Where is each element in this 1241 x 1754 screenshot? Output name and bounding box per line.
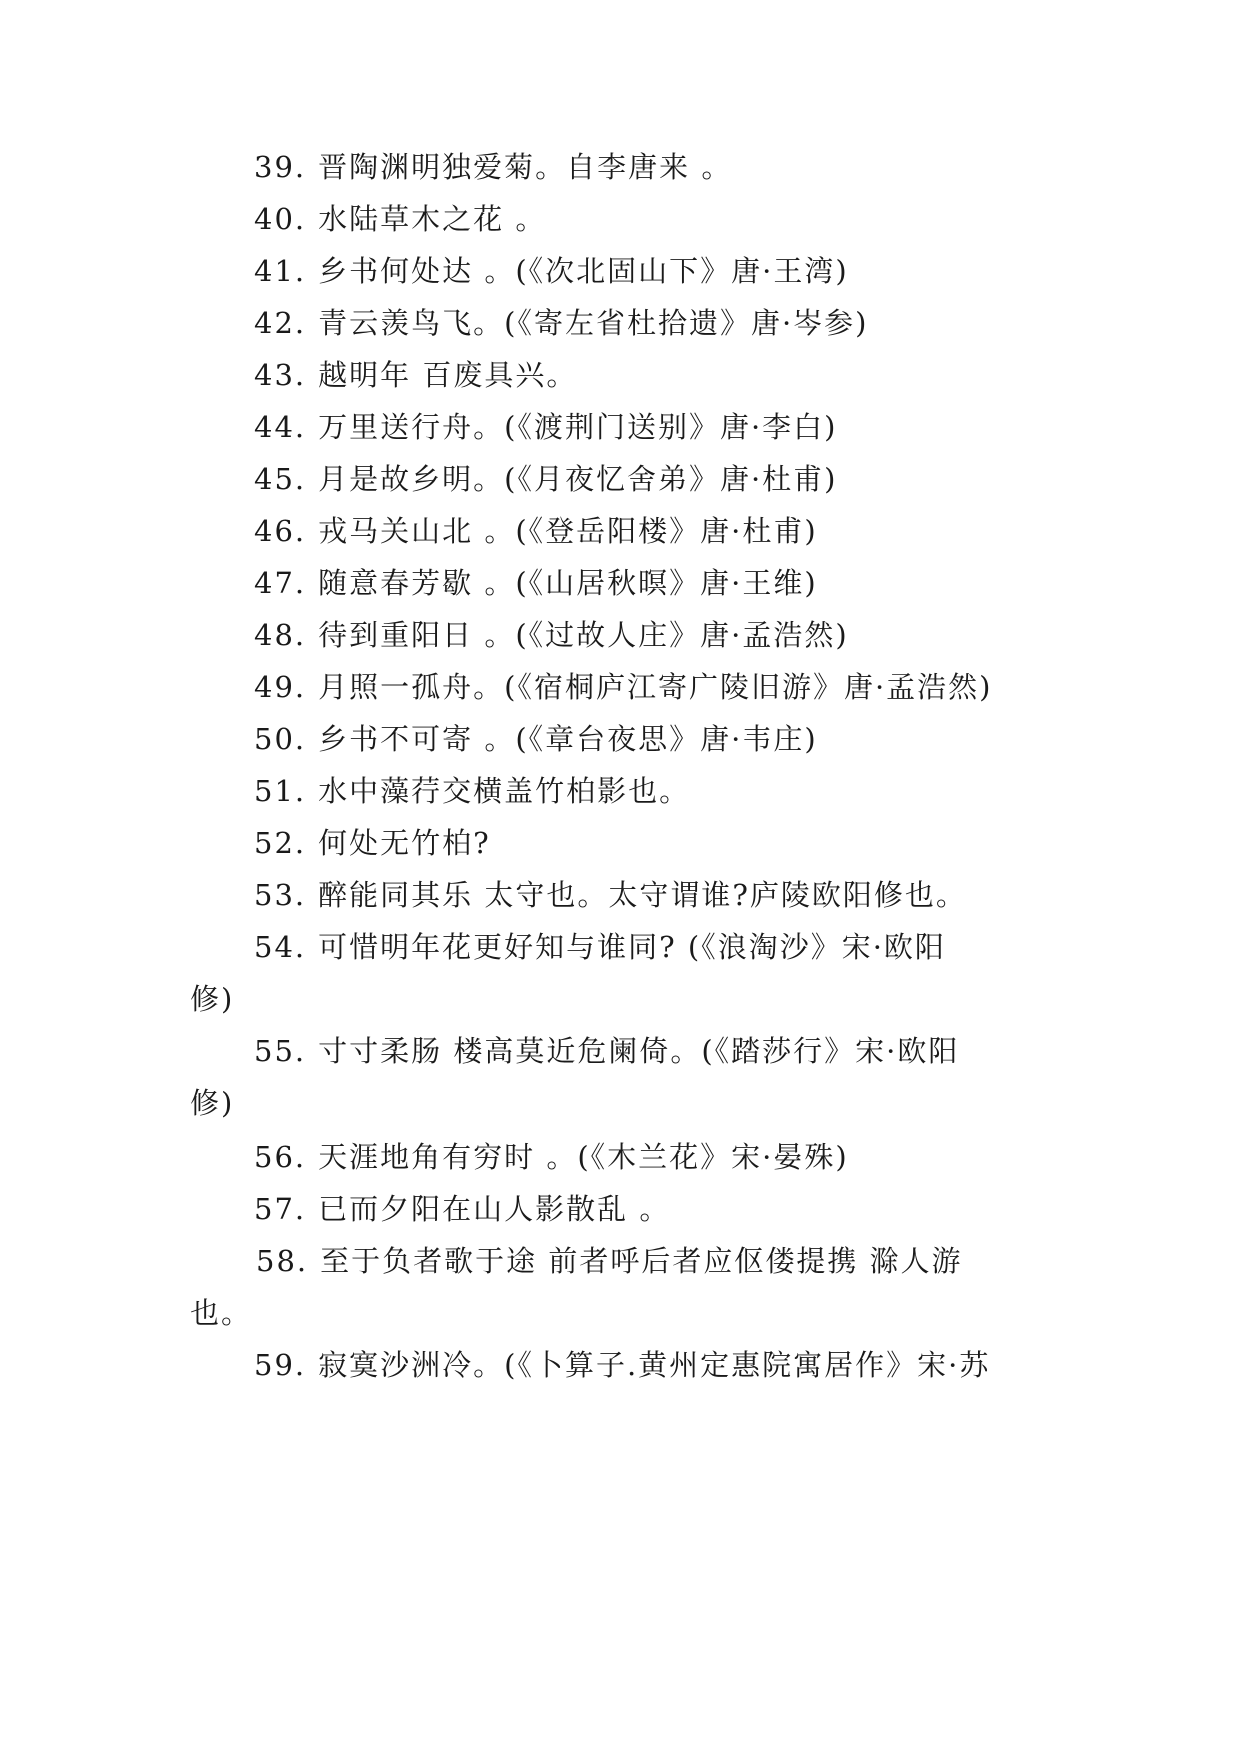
item-text: 随意春芳歇 。(《山居秋暝》唐·王维) bbox=[318, 566, 818, 600]
list-item-42 bbox=[0, 294, 1241, 352]
item-number: 58. bbox=[256, 1244, 309, 1278]
item-number: 48. bbox=[254, 618, 307, 652]
item-text: 乡书不可寄 。(《章台夜思》唐·韦庄) bbox=[318, 722, 818, 756]
list-item-54-continuation bbox=[0, 970, 1241, 1028]
list-item-50 bbox=[0, 710, 1241, 768]
item-number: 55. bbox=[254, 1034, 307, 1068]
item-number: 41. bbox=[254, 254, 307, 288]
item-text-continuation: 修) bbox=[190, 1086, 235, 1120]
item-number: 53. bbox=[254, 878, 307, 912]
item-number: 52. bbox=[254, 826, 307, 860]
item-text: 水陆草木之花 。 bbox=[318, 202, 547, 236]
list-item-55-continuation bbox=[0, 1074, 1241, 1132]
item-number: 42. bbox=[254, 306, 307, 340]
item-text: 至于负者歌于途 前者呼后者应伛偻提携 滁人游 bbox=[320, 1244, 963, 1278]
list-item-55 bbox=[0, 1022, 1241, 1080]
list-item-43 bbox=[0, 346, 1241, 404]
item-text: 晋陶渊明独爱菊。自李唐来 。 bbox=[318, 150, 733, 184]
item-number: 43. bbox=[254, 358, 307, 392]
list-item-53 bbox=[0, 866, 1241, 924]
item-number: 50. bbox=[254, 722, 307, 756]
list-item-41 bbox=[0, 242, 1241, 300]
item-text: 何处无竹柏? bbox=[318, 826, 491, 860]
list-item-52 bbox=[0, 814, 1241, 872]
item-text: 醉能同其乐 太守也。太守谓谁?庐陵欧阳修也。 bbox=[318, 878, 967, 912]
list-item-45 bbox=[0, 450, 1241, 508]
list-item-51 bbox=[0, 762, 1241, 820]
item-text: 越明年 百废具兴。 bbox=[318, 358, 578, 392]
item-number: 40. bbox=[254, 202, 307, 236]
list-item-57 bbox=[0, 1180, 1241, 1238]
item-number: 51. bbox=[254, 774, 307, 808]
item-number: 39. bbox=[254, 150, 307, 184]
item-text: 天涯地角有穷时 。(《木兰花》宋·晏殊) bbox=[318, 1140, 849, 1174]
list-item-58-continuation bbox=[0, 1284, 1241, 1342]
item-number: 47. bbox=[254, 566, 307, 600]
list-item-39 bbox=[0, 138, 1241, 196]
list-item-59 bbox=[0, 1336, 1241, 1394]
item-number: 57. bbox=[254, 1192, 307, 1226]
item-text: 寂寞沙洲冷。(《卜算子.黄州定惠院寓居作》宋·苏 bbox=[318, 1348, 991, 1382]
item-text: 已而夕阳在山人影散乱 。 bbox=[318, 1192, 671, 1226]
item-text: 水中藻荇交横盖竹柏影也。 bbox=[318, 774, 691, 808]
item-text: 月照一孤舟。(《宿桐庐江寄广陵旧游》唐·孟浩然) bbox=[318, 670, 993, 704]
item-text: 可惜明年花更好知与谁同? (《浪淘沙》宋·欧阳 bbox=[318, 930, 946, 964]
item-number: 56. bbox=[254, 1140, 307, 1174]
list-item-48 bbox=[0, 606, 1241, 664]
item-number: 46. bbox=[254, 514, 307, 548]
list-item-44 bbox=[0, 398, 1241, 456]
list-item-58 bbox=[0, 1232, 1241, 1290]
item-text: 待到重阳日 。(《过故人庄》唐·孟浩然) bbox=[318, 618, 849, 652]
item-number: 59. bbox=[254, 1348, 307, 1382]
item-text: 寸寸柔肠 楼高莫近危阑倚。(《踏莎行》宋·欧阳 bbox=[318, 1034, 960, 1068]
item-text: 月是故乡明。(《月夜忆舍弟》唐·杜甫) bbox=[318, 462, 838, 496]
list-item-49 bbox=[0, 658, 1241, 716]
list-item-47 bbox=[0, 554, 1241, 612]
item-text-continuation: 也。 bbox=[190, 1296, 253, 1330]
list-item-54 bbox=[0, 918, 1241, 976]
item-text: 戎马关山北 。(《登岳阳楼》唐·杜甫) bbox=[318, 514, 818, 548]
list-item-56 bbox=[0, 1128, 1241, 1186]
list-item-46 bbox=[0, 502, 1241, 560]
item-number: 54. bbox=[254, 930, 307, 964]
item-text: 乡书何处达 。(《次北固山下》唐·王湾) bbox=[318, 254, 849, 288]
item-number: 49. bbox=[254, 670, 307, 704]
list-item-40 bbox=[0, 190, 1241, 248]
item-number: 45. bbox=[254, 462, 307, 496]
item-number: 44. bbox=[254, 410, 307, 444]
item-text: 青云羡鸟飞。(《寄左省杜拾遗》唐·岑参) bbox=[318, 306, 869, 340]
item-text: 万里送行舟。(《渡荆门送别》唐·李白) bbox=[318, 410, 838, 444]
item-text-continuation: 修) bbox=[190, 982, 235, 1016]
